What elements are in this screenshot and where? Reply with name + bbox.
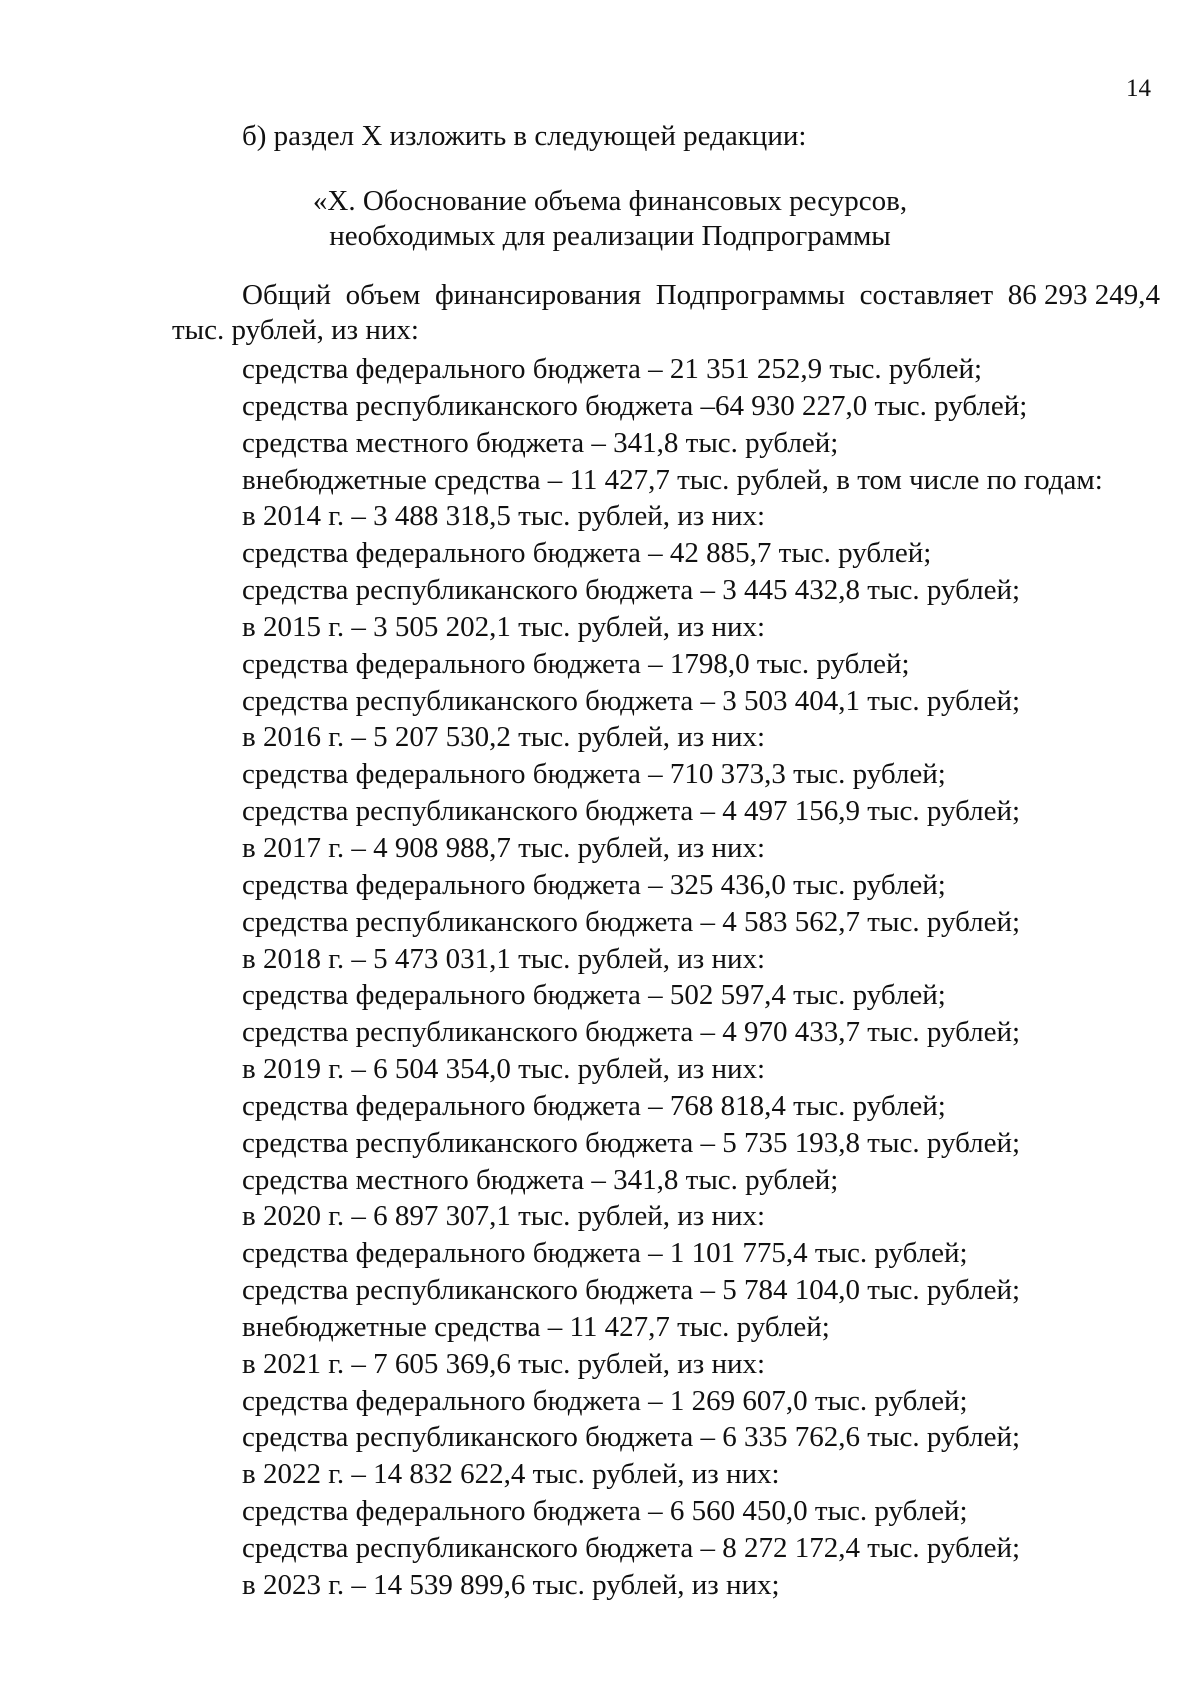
paragraph-word: финансирования [434,279,642,311]
funding-line: средства федерального бюджета – 1 101 775,4 тыс. рублей; [242,1237,968,1270]
total-funding-paragraph [172,278,1160,348]
page-number: 14 [1126,75,1151,102]
funding-line: средства федерального бюджета – 710 373,3 тыс. рублей; [242,758,946,791]
funding-line: в 2020 г. – 6 897 307,1 тыс. рублей, из них: [242,1200,766,1233]
funding-line: средства республиканского бюджета – 8 272 172,4 тыс. рублей; [242,1532,1021,1564]
funding-line: средства федерального бюджета – 325 436,0 тыс. рублей; [242,868,946,901]
funding-line: средства республиканского бюджета –64 930 227,0 тыс. рублей; [242,389,1028,422]
funding-line: средства республиканского бюджета – 4 497 156,9 тыс. рублей; [242,795,1021,828]
section-heading-line-1: «X. Обоснование объема финансовых ресурсов, [312,185,908,217]
section-heading-line-2: необходимых для реализации Подпрограммы [329,220,891,252]
paragraph-first-line [172,278,1160,313]
paragraph-word: Подпрограммы [655,279,846,311]
funding-line: в 2017 г. – 4 908 988,7 тыс. рублей, из них: [242,831,766,864]
section-heading [200,184,1020,254]
funding-line: средства федерального бюджета – 1798,0 тыс. рублей; [242,647,910,680]
funding-line: средства местного бюджета – 341,8 тыс. рублей; [242,426,839,459]
funding-line: в 2019 г. – 6 504 354,0 тыс. рублей, из них: [242,1053,766,1086]
funding-line: средства республиканского бюджета – 3 445 432,8 тыс. рублей; [242,574,1021,607]
funding-line: средства федерального бюджета – 42 885,7 тыс. рублей; [242,537,932,570]
funding-line: в 2014 г. – 3 488 318,5 тыс. рублей, из них: [242,500,766,533]
funding-line: в 2018 г. – 5 473 031,1 тыс. рублей, из них: [242,942,766,975]
funding-breakdown-list [242,351,1103,1604]
funding-line: внебюджетные средства – 11 427,7 тыс. рублей, в том числе по годам: [242,463,1103,496]
paragraph-word: объем [345,279,421,311]
funding-line: средства федерального бюджета – 21 351 252,9 тыс. рублей; [242,353,983,385]
paragraph-second-line: тыс. рублей, из них: [172,314,419,346]
paragraph-total-amount: 86 293 249,4 [1007,279,1160,311]
funding-line: внебюджетные средства – 11 427,7 тыс. рублей; [242,1310,830,1343]
funding-line: средства федерального бюджета – 6 560 450,0 тыс. рублей; [242,1495,968,1528]
funding-line: средства республиканского бюджета – 4 583 562,7 тыс. рублей; [242,905,1021,938]
intro-text: б) раздел X изложить в следующей редакции: [242,120,807,152]
funding-line: в 2022 г. – 14 832 622,4 тыс. рублей, из них: [242,1458,780,1491]
funding-line: средства федерального бюджета – 502 597,4 тыс. рублей; [242,979,946,1012]
funding-line: средства федерального бюджета – 1 269 607,0 тыс. рублей; [242,1384,968,1417]
funding-line: в 2015 г. – 3 505 202,1 тыс. рублей, из них: [242,610,766,643]
funding-line: в 2021 г. – 7 605 369,6 тыс. рублей, из них: [242,1347,766,1380]
funding-line: средства республиканского бюджета – 3 503 404,1 тыс. рублей; [242,684,1021,717]
funding-line: средства федерального бюджета – 768 818,4 тыс. рублей; [242,1089,946,1122]
funding-line: средства республиканского бюджета – 4 970 433,7 тыс. рублей; [242,1016,1021,1049]
funding-line: средства республиканского бюджета – 5 735 193,8 тыс. рублей; [242,1126,1021,1159]
funding-line: в 2016 г. – 5 207 530,2 тыс. рублей, из них: [242,721,766,754]
funding-line: в 2023 г. – 14 539 899,6 тыс. рублей, из них; [242,1568,780,1601]
paragraph-word: Общий [242,279,332,311]
funding-line: средства республиканского бюджета – 5 784 104,0 тыс. рублей; [242,1274,1021,1307]
paragraph-word: составляет [859,279,994,311]
funding-line: средства местного бюджета – 341,8 тыс. рублей; [242,1163,839,1196]
funding-line: средства республиканского бюджета – 6 335 762,6 тыс. рублей; [242,1421,1021,1454]
